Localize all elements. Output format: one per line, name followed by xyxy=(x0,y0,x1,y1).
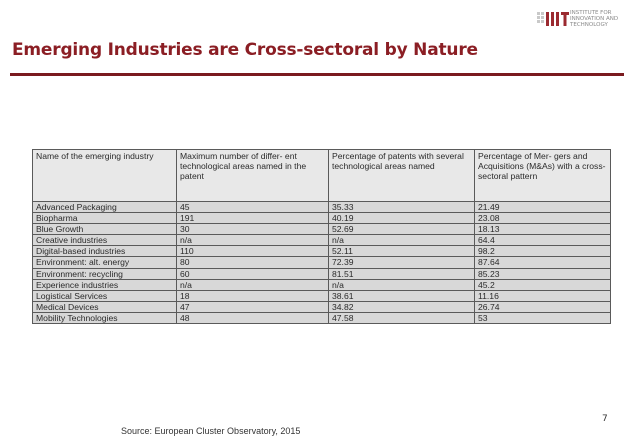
cell-pct-mergers: 23.08 xyxy=(475,213,611,224)
table-row xyxy=(33,202,611,213)
cell-pct-patents: 72.39 xyxy=(329,257,475,268)
table-row xyxy=(33,290,611,301)
cell-max-areas: 60 xyxy=(177,268,329,279)
cell-pct-patents: n/a xyxy=(329,279,475,290)
cell-pct-mergers: 64.4 xyxy=(475,235,611,246)
table-row xyxy=(33,235,611,246)
cell-max-areas: 18 xyxy=(177,290,329,301)
cell-industry: Creative industries xyxy=(33,235,177,246)
cell-pct-patents: 34.82 xyxy=(329,301,475,312)
cell-pct-patents: 40.19 xyxy=(329,213,475,224)
cell-pct-patents: 52.69 xyxy=(329,224,475,235)
table-row xyxy=(33,279,611,290)
cell-industry: Blue Growth xyxy=(33,224,177,235)
table-row xyxy=(33,301,611,312)
cell-max-areas: 48 xyxy=(177,312,329,323)
header-max-tech-areas: Maximum number of differ- ent technological areas named in the patent xyxy=(177,150,329,202)
cell-industry: Biopharma xyxy=(33,213,177,224)
cell-industry: Logistical Services xyxy=(33,290,177,301)
header-pct-patents: Percentage of patents with several technological areas named xyxy=(329,150,475,202)
table-row xyxy=(33,213,611,224)
cell-max-areas: n/a xyxy=(177,235,329,246)
cell-max-areas: 191 xyxy=(177,213,329,224)
cell-max-areas: 110 xyxy=(177,246,329,257)
cell-industry: Environment: recycling xyxy=(33,268,177,279)
cell-pct-mergers: 45.2 xyxy=(475,279,611,290)
page-number: 7 xyxy=(602,414,608,424)
emerging-industries-table xyxy=(32,149,611,324)
slide-title: Emerging Industries are Cross-sectoral by Nature xyxy=(12,40,478,60)
cell-pct-mergers: 21.49 xyxy=(475,202,611,213)
cell-pct-patents: 47.58 xyxy=(329,312,475,323)
cell-max-areas: 80 xyxy=(177,257,329,268)
cell-pct-patents: n/a xyxy=(329,235,475,246)
table-row xyxy=(33,224,611,235)
header-pct-mergers: Percentage of Mer- gers and Acquisitions (M&As) with a cross- sectoral pattern xyxy=(475,150,611,202)
logo-text: INSTITUTE FOR INNOVATION AND TECHNOLOGY xyxy=(570,10,619,29)
cell-pct-mergers: 26.74 xyxy=(475,301,611,312)
data-table-container xyxy=(32,149,610,324)
cell-pct-mergers: 87.64 xyxy=(475,257,611,268)
cell-industry: Mobility Technologies xyxy=(33,312,177,323)
cell-pct-patents: 38.61 xyxy=(329,290,475,301)
cell-pct-mergers: 11.16 xyxy=(475,290,611,301)
cell-industry: Medical Devices xyxy=(33,301,177,312)
cell-max-areas: n/a xyxy=(177,279,329,290)
table-header-row xyxy=(33,150,611,202)
cell-pct-patents: 52.11 xyxy=(329,246,475,257)
cell-max-areas: 30 xyxy=(177,224,329,235)
cell-industry: Environment: alt. energy xyxy=(33,257,177,268)
header-industry-name: Name of the emerging industry xyxy=(33,150,177,202)
cell-max-areas: 45 xyxy=(177,202,329,213)
table-row xyxy=(33,268,611,279)
cell-industry: Digital-based industries xyxy=(33,246,177,257)
cell-industry: Experience industries xyxy=(33,279,177,290)
cell-pct-mergers: 85.23 xyxy=(475,268,611,279)
cell-industry: Advanced Packaging xyxy=(33,202,177,213)
cell-pct-mergers: 53 xyxy=(475,312,611,323)
cell-pct-patents: 35.33 xyxy=(329,202,475,213)
table-row xyxy=(33,257,611,268)
title-underline xyxy=(10,73,624,76)
table-row xyxy=(33,246,611,257)
cell-pct-mergers: 18.13 xyxy=(475,224,611,235)
cell-pct-patents: 81.51 xyxy=(329,268,475,279)
table-row xyxy=(33,312,611,323)
cell-pct-mergers: 98.2 xyxy=(475,246,611,257)
source-citation: Source: European Cluster Observatory, 2015 xyxy=(121,426,301,436)
cell-max-areas: 47 xyxy=(177,301,329,312)
